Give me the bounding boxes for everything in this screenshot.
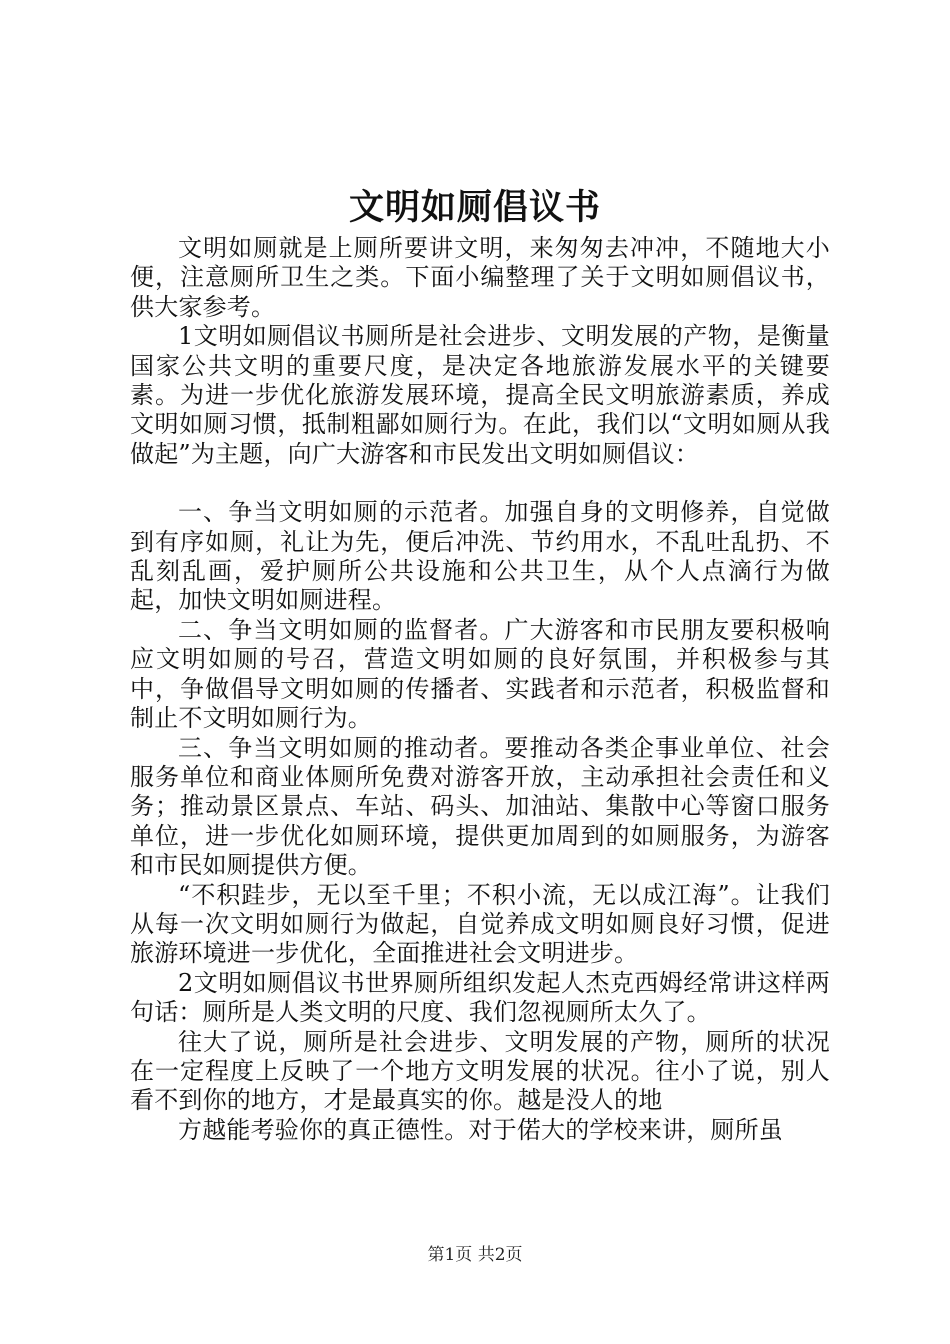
document-body [130, 234, 830, 1145]
paragraph-point-one: 一、争当文明如厕的示范者。加强自身的文明修养，自觉做到有序如厕，礼让为先，便后冲洗、节约用水，不乱吐乱扔、不乱刻乱画，爱护厕所公共设施和公共卫生，从个人点滴行为做起，加快文明如厕进程。 [130, 498, 830, 615]
page-footer: 第1页 共2页 [427, 1245, 523, 1265]
paragraph-intro: 文明如厕就是上厕所要讲文明，来匆匆去冲冲，不随地大小便，注意厕所卫生之类。下面小编整理了关于文明如厕倡议书，供大家参考。 [130, 234, 830, 321]
document-title: 文明如厕倡议书 [348, 187, 601, 228]
paragraph-proposal-1-intro: 1文明如厕倡议书厕所是社会进步、文明发展的产物，是衡量国家公共文明的重要尺度，是决定各地旅游发展水平的关键要素。为进一步优化旅游发展环境，提高全民文明旅游素质，养成文明如厕习惯，抵制粗鄙如厕行为。在此，我们以“文明如厕从我做起”为主题，向广大游客和市民发出文明如厕倡议： [130, 322, 830, 468]
paragraph-proposal-2-continued: 方越能考验你的真正德性。对于偌大的学校来讲，厕所虽 [178, 1115, 783, 1144]
paragraph-proposal-2-body: 往大了说，厕所是社会进步、文明发展的产物，厕所的状况在一定程度上反映了一个地方文明发展的状况。往小了说，别人看不到你的地方，才是最真实的你。越是没人的地 [130, 1027, 830, 1115]
paragraph-point-two: 二、争当文明如厕的监督者。广大游客和市民朋友要积极响应文明如厕的号召，营造文明如厕的良好氛围，并积极参与其中，争做倡导文明如厕的传播者、实践者和示范者，积极监督和制止不文明如厕行为。 [130, 615, 830, 733]
paragraph-closing-quote: “不积跬步，无以至千里；不积小流，无以成江海”。让我们从每一次文明如厕行为做起，自觉养成文明如厕良好习惯，促进旅游环境进一步优化，全面推进社会文明进步。 [130, 880, 830, 968]
paragraph-point-three: 三、争当文明如厕的推动者。要推动各类企事业单位、社会服务单位和商业体厕所免费对游客开放，主动承担社会责任和义务；推动景区景点、车站、码头、加油站、集散中心等窗口服务单位，进一步优化如厕环境，提供更加周到的如厕服务，为游客和市民如厕提供方便。 [130, 733, 830, 880]
paragraph-proposal-2-intro: 2文明如厕倡议书世界厕所组织发起人杰克西姆经常讲这样两句话：厕所是人类文明的尺度、我们忽视厕所太久了。 [130, 968, 830, 1027]
